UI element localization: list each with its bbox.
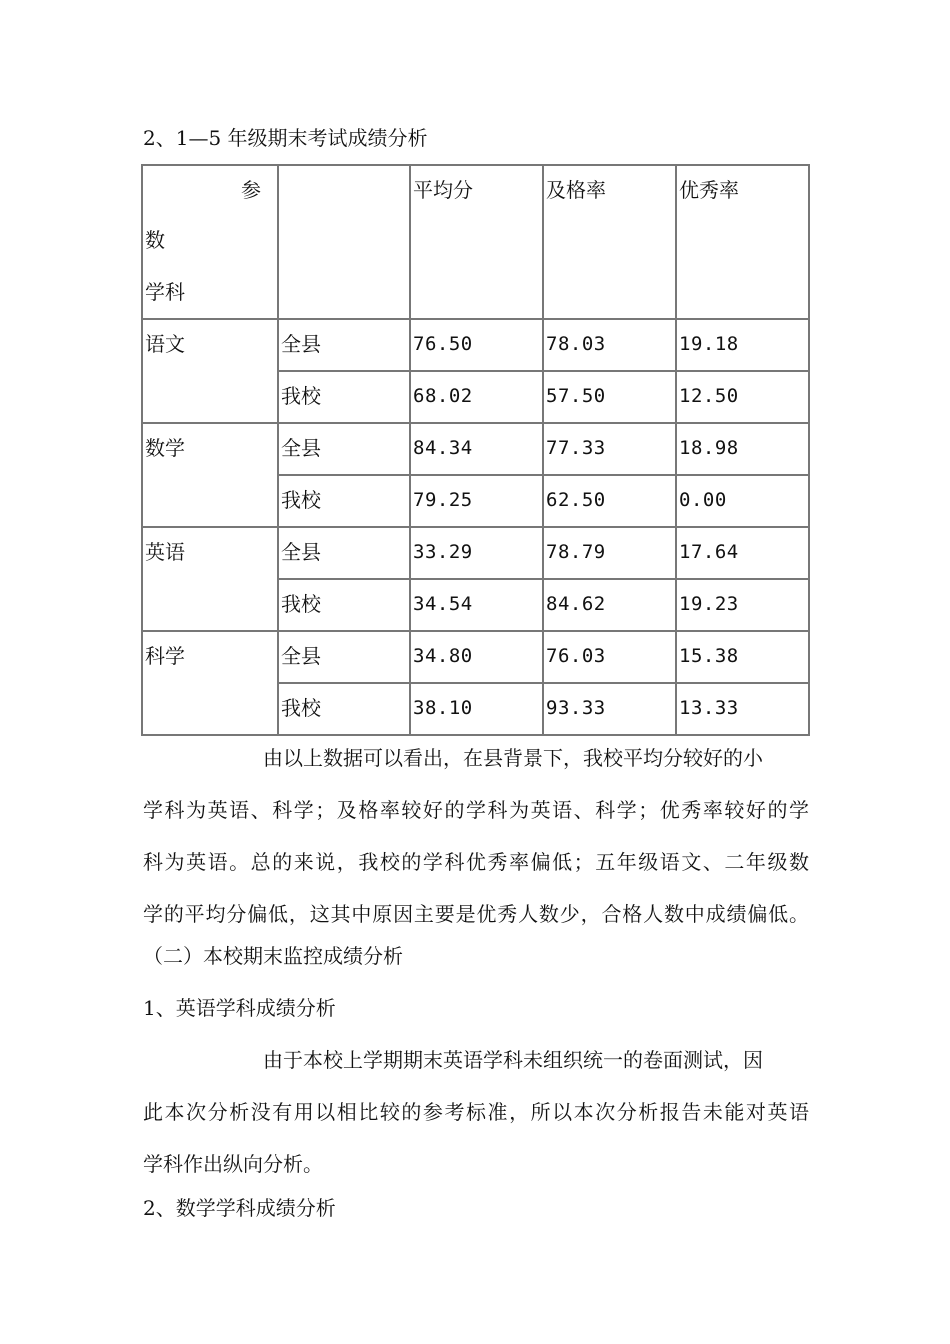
excellent-rate-cell: 15.38 (677, 632, 810, 684)
excellent-rate-cell: 17.64 (677, 528, 810, 580)
subject-cell: 语文 (143, 320, 279, 424)
score-table (141, 164, 810, 736)
pass-rate-cell: 78.79 (544, 528, 677, 580)
scope-cell: 我校 (279, 684, 411, 736)
scope-cell: 我校 (279, 372, 411, 424)
analysis-paragraph (143, 744, 809, 952)
average-cell: 79.25 (411, 476, 544, 528)
average-cell: 68.02 (411, 372, 544, 424)
subject-cell: 科学 (143, 632, 279, 736)
average-cell: 84.34 (411, 424, 544, 476)
scope-cell: 全县 (279, 320, 411, 372)
paragraph-line: 学科为英语、科学；及格率较好的学科为英语、科学；优秀率较好的学 (143, 798, 809, 822)
table-row (143, 632, 810, 684)
header-excellent-rate: 优秀率 (677, 166, 810, 320)
scope-cell: 全县 (279, 528, 411, 580)
paragraph-line: 科为英语。总的来说，我校的学科优秀率偏低；五年级语文、二年级数 (143, 850, 809, 874)
section-heading: 2、1—5 年级期末考试成绩分析 (143, 126, 428, 150)
subject-cell: 数学 (143, 424, 279, 528)
average-cell: 38.10 (411, 684, 544, 736)
excellent-rate-cell: 0.00 (677, 476, 810, 528)
scope-cell: 全县 (279, 424, 411, 476)
average-cell: 33.29 (411, 528, 544, 580)
excellent-rate-cell: 19.18 (677, 320, 810, 372)
header-average: 平均分 (411, 166, 544, 320)
paragraph-line: 学的平均分偏低，这其中原因主要是优秀人数少，合格人数中成绩偏低。 (143, 902, 809, 926)
paragraph-line: 由于本校上学期期末英语学科未组织统一的卷面测试，因 (263, 1048, 763, 1072)
subject-cell: 英语 (143, 528, 279, 632)
corner-label-bottom: 学科 (145, 280, 185, 304)
scope-header-cell (279, 166, 411, 320)
average-cell: 34.54 (411, 580, 544, 632)
pass-rate-cell: 77.33 (544, 424, 677, 476)
excellent-rate-cell: 13.33 (677, 684, 810, 736)
pass-rate-cell: 62.50 (544, 476, 677, 528)
table-row (143, 528, 810, 580)
english-paragraph (143, 1046, 809, 1202)
table-row (143, 424, 810, 476)
pass-rate-cell: 84.62 (544, 580, 677, 632)
pass-rate-cell: 78.03 (544, 320, 677, 372)
corner-label-top: 参 (241, 178, 261, 202)
pass-rate-cell: 57.50 (544, 372, 677, 424)
paragraph-line: 学科作出纵向分析。 (143, 1152, 323, 1176)
scope-cell: 全县 (279, 632, 411, 684)
subsection-heading: （二）本校期末监控成绩分析 (143, 944, 403, 968)
scope-cell: 我校 (279, 476, 411, 528)
paragraph-line: 由以上数据可以看出，在县背景下，我校平均分较好的小 (263, 746, 763, 770)
excellent-rate-cell: 19.23 (677, 580, 810, 632)
average-cell: 76.50 (411, 320, 544, 372)
pass-rate-cell: 93.33 (544, 684, 677, 736)
paragraph-line: 此本次分析没有用以相比较的参考标准，所以本次分析报告未能对英语 (143, 1100, 809, 1124)
average-cell: 34.80 (411, 632, 544, 684)
scope-cell: 我校 (279, 580, 411, 632)
math-heading: 2、数学学科成绩分析 (143, 1196, 336, 1220)
table-header-row (143, 166, 810, 320)
header-pass-rate: 及格率 (544, 166, 677, 320)
corner-label-middle: 数 (145, 228, 165, 252)
corner-header-cell (143, 166, 279, 320)
english-heading: 1、英语学科成绩分析 (143, 996, 336, 1020)
table-row (143, 320, 810, 372)
pass-rate-cell: 76.03 (544, 632, 677, 684)
excellent-rate-cell: 12.50 (677, 372, 810, 424)
excellent-rate-cell: 18.98 (677, 424, 810, 476)
